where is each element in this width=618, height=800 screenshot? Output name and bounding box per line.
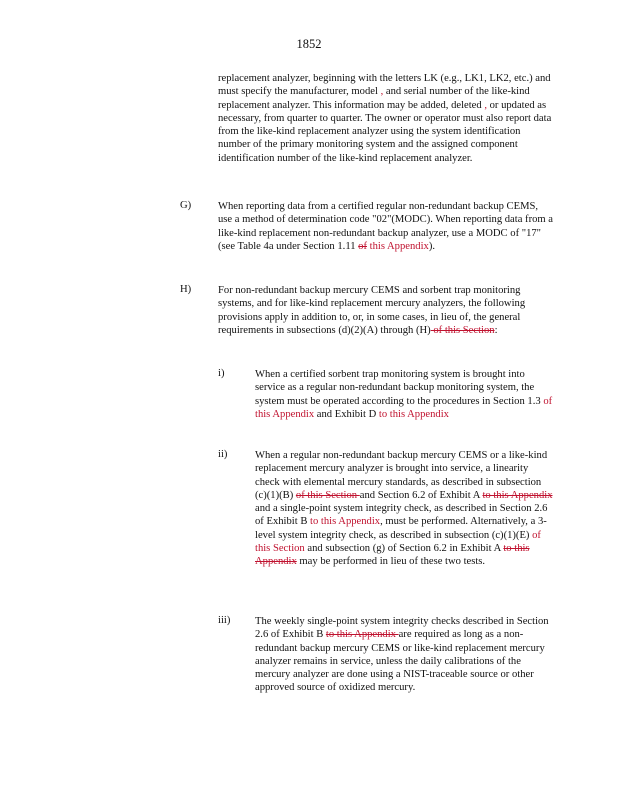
deleted-text: to this Appendix [482, 489, 553, 501]
text-run: For non-redundant backup mercury CEMS and sorbent trap monitoring systems, and for like-kind replacement mercury analyzers, the following provisions apply in addition to, or, in some cases, in lieu of, the general requirements in subsections (d)(2)(A) through (H) [218, 285, 526, 336]
deleted-text: to this Appendix [325, 629, 399, 641]
text-run: and Exhibit D [314, 408, 379, 420]
subitem-iii-label: iii) [218, 615, 231, 626]
text-run: and Section 6.2 of Exhibit A [359, 489, 483, 501]
inserted-text: of this Appendix [255, 395, 553, 420]
inserted-text: to this Appendix [310, 516, 381, 528]
text-run: are required as long as a non-redundant backup mercury CEMS or like-kind replacement mercury analyzer remains in service, unless the daily calibrations of the mercury analyzer are done using a NIST-traceable source or other approved source of oxidized mercury. [255, 629, 545, 694]
text-run: When reporting data from a certified regular non-redundant backup CEMS, use a method of determination code "02"(MODC). When reporting data from a like-kind replacement non-redundant backup analyzer, use a MODC of "17" (see Table 4a under Section 1.11 [218, 201, 553, 252]
inserted-text: of this Section [255, 529, 541, 555]
page-number: 1852 [296, 37, 322, 51]
text-run: or updated as necessary, from quarter to quarter. The owner or operator must also report data from the like-kind replacement analyzer using the system identification number of the primary monitoring system and the assigned component identification number of the like-kind replacement analyzer. [218, 99, 552, 164]
text-run: and subsection (g) of Section 6.2 in Exhibit A [304, 543, 504, 555]
inserted-text: to this Appendix [378, 408, 449, 420]
text-run: , must be performed. Alternatively, a 3-level system integrity check, as described in subsection (c)(1)(E) [255, 516, 547, 541]
text-run: When a regular non-redundant backup mercury CEMS or a like-kind replacement mercury analyzer is brought into service, a linearity check with elemental mercury standards, as described in subsection (c)(1)(B) [255, 450, 548, 501]
item-h-label: H) [180, 284, 192, 295]
inserted-text: this Appendix [369, 240, 429, 252]
inserted-text: , [484, 99, 487, 111]
item-g-text [218, 200, 554, 253]
item-g-label: G) [180, 200, 192, 211]
text-run: : [494, 324, 498, 336]
deleted-text: of this Section [295, 489, 360, 501]
text-run: replacement analyzer, beginning with the letters LK (e.g., LK1, LK2, etc.) and must specify the manufacturer, model [218, 73, 551, 98]
subitem-i-text [255, 368, 555, 421]
deleted-text: of [358, 240, 367, 252]
text-run: The weekly single-point system integrity checks described in Section 2.6 of Exhibit B [255, 616, 549, 641]
text-run: and serial number of the like-kind replacement analyzer. This information may be added, deleted [218, 86, 530, 111]
subitem-ii-label: ii) [218, 449, 228, 460]
inserted-text: , [380, 86, 384, 98]
deleted-text: of this Section [430, 324, 495, 336]
text-run: and a single-point system integrity check, as described in Section 2.6 of Exhibit B [255, 503, 548, 528]
subitem-iii-text [255, 615, 555, 695]
text-run: When a certified sorbent trap monitoring system is brought into service as a regular non-redundant backup monitoring system, the system must be operated according to the procedures in Section 1.3 [255, 369, 544, 407]
subitem-i-label: i) [218, 368, 225, 379]
text-run: may be performed in lieu of these two tests. [296, 556, 486, 568]
deleted-text: to this Appendix [255, 543, 530, 568]
continuation-paragraph [218, 72, 554, 165]
subitem-ii-text [255, 449, 555, 569]
item-h-text [218, 284, 554, 337]
text-run: ). [428, 240, 435, 252]
